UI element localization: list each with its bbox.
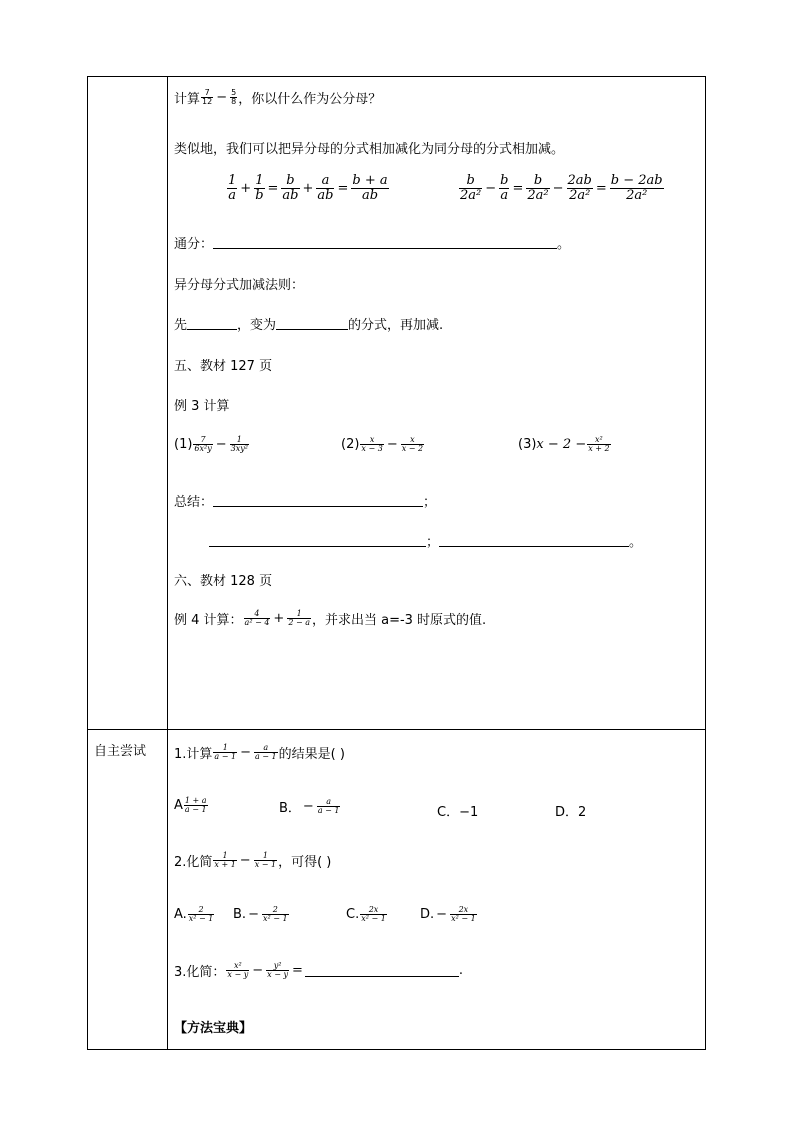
example-three-part-two: (2) $\frac{x}{x - 3}$ − $\frac{x}{x - 2}$ [341, 435, 424, 454]
answer-blank[interactable] [187, 317, 237, 330]
question-one: 1.计算 $\frac{1}{a - 1}$ − $\frac{a}{a - 1}$ 的结果是( ) [174, 742, 345, 762]
summary-line-one: 总结： ； [174, 495, 437, 510]
answer-blank[interactable] [213, 494, 423, 507]
lesson-table [87, 76, 706, 1050]
q1-option-a[interactable]: A $\frac{1 + a}{a - 1}$ [174, 796, 207, 815]
q1-option-b[interactable]: B． − $\frac{a}{a - 1}$ [279, 796, 340, 816]
q1-option-c[interactable]: C．−1 [437, 805, 479, 820]
answer-blank[interactable] [213, 236, 557, 249]
intro-text: 类似地，我们可以把异分母的分式相加减化为同分母的分式相加减。 [174, 142, 565, 157]
answer-blank[interactable] [439, 534, 629, 547]
method-title: 【方法宝典】 [174, 1021, 253, 1036]
q2-option-a[interactable]: A. $\frac{2}{\text{x² − 1}}$ [174, 905, 214, 924]
question-two: 2.化简 $\frac{1}{x + 1}$ − $\frac{1}{x - 1}$ ，可得( ) [174, 850, 332, 870]
example-three-part-three: (3) x − 2 − $\frac{\text{x²}}{x + 2}$ [518, 435, 610, 454]
answer-blank[interactable] [276, 317, 348, 330]
answer-blank[interactable] [305, 964, 459, 977]
q1-option-d[interactable]: D．2 [555, 805, 587, 820]
example-three-title: 例 3 计算 [174, 399, 230, 414]
fraction: $\frac{5}{8}$ [231, 87, 237, 106]
rule-fill-line: 先 ，变为 的分式，再加减. [174, 318, 444, 333]
equation-addition: $\frac{1}{a}$ + $\frac{1}{b}$ = $\frac{b}{ab}$ + $\frac{a}{ab}$ = $\frac{b + a}{ab}$ [228, 173, 388, 203]
q2-option-c[interactable]: C. $\frac{2x}{\text{x² − 1}}$ [346, 905, 386, 924]
question-three: 3.化简： $\frac{\text{x²}}{x - y}$ − $\frac{\text{y²}}{x - y}$ = . [174, 960, 464, 980]
rule-title: 异分母分式加减法则： [174, 278, 305, 293]
question-common-denominator: 计算 $\frac{7}{12}$ − $\frac{5}{8}$ ，你以什么作为公分母？ [174, 87, 382, 107]
example-four: 例 4 计算： $\frac{4}{\text{a² − 4}}$ + $\frac{1}{2 - a}$ ，并求出当 a=-3 时原式的值. [174, 608, 487, 628]
column-divider [167, 77, 168, 1049]
row-divider [88, 729, 705, 730]
example-three-part-one: (1) $\frac{7}{\text{6x²y}}$ − $\frac{1}{\text{3xy²}}$ [174, 435, 248, 454]
equation-subtraction: $\frac{b}{\text{2a²}}$ − $\frac{b}{a}$ = $\frac{b}{\text{2a²}}$ − $\frac{2ab}{\text{2a²}}$ = $\frac{b - 2ab}{\text{2a²}}$ [460, 173, 663, 203]
answer-blank[interactable] [209, 534, 426, 547]
tongfen-line: 通分： 。 [174, 237, 571, 252]
q2-option-d[interactable]: D. − $\frac{2x}{\text{x² − 1}}$ [420, 905, 476, 924]
section-six-title: 六、教材 128 页 [174, 574, 273, 589]
section-five-title: 五、教材 127 页 [174, 359, 273, 374]
summary-line-two: ； 。 [209, 531, 642, 550]
self-try-label: 自主尝试 [94, 744, 147, 759]
q2-option-b[interactable]: B. − $\frac{2}{\text{x² − 1}}$ [233, 905, 288, 924]
fraction: $\frac{7}{12}$ [202, 87, 213, 106]
